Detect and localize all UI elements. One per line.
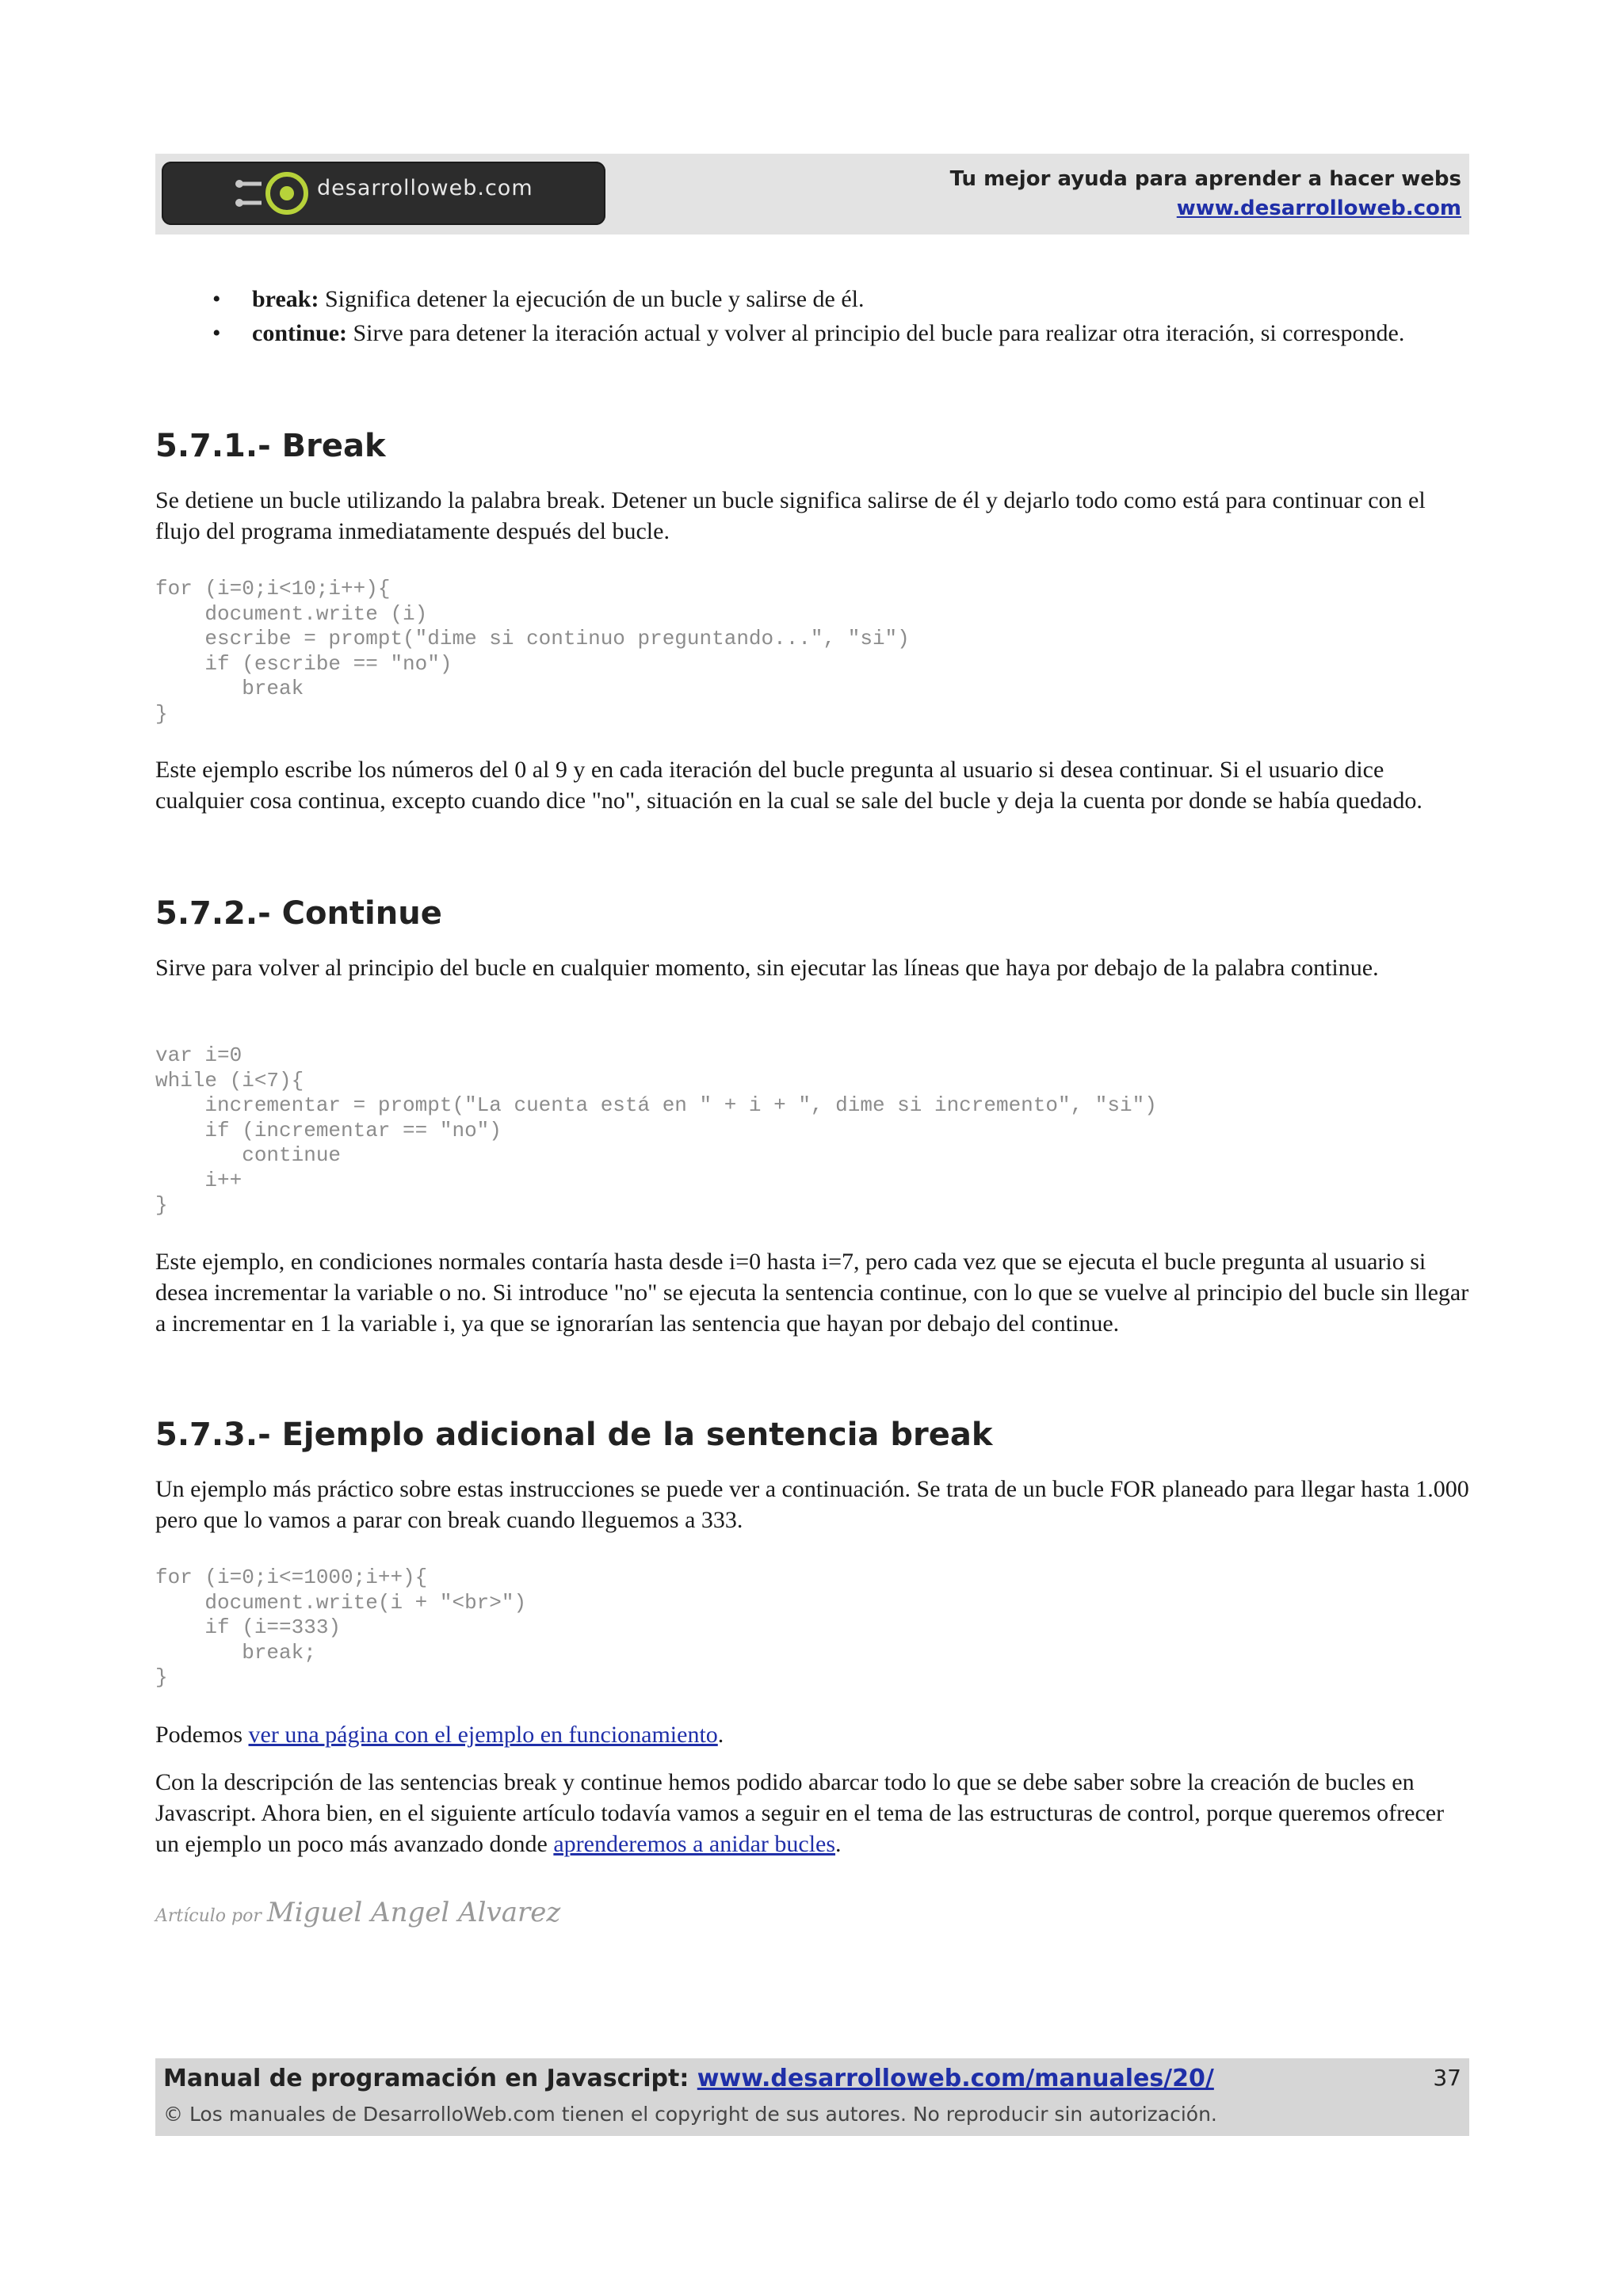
closing-suffix: . [835, 1831, 842, 1857]
demo-link[interactable]: ver una página con el ejemplo en funcionamiento [248, 1722, 718, 1748]
logo-mark-icon [235, 171, 314, 215]
footer-label: Manual de programación en Javascript: [163, 2065, 697, 2092]
author-credit [155, 1897, 560, 1928]
author-name: Miguel Angel Alvarez [266, 1897, 561, 1928]
closing-paragraph [155, 1767, 1471, 1859]
logo-text: desarrolloweb.com [317, 176, 533, 200]
definition-break: Significa detener la ejecución de un bucle y salirse de él. [319, 286, 865, 312]
section-continue-intro: Sirve para volver al principio del bucle en cualquier momento, sin ejecutar las líneas que haya por debajo de la palabra continue. [155, 955, 1379, 981]
page-header [155, 154, 1469, 235]
header-site-link[interactable]: www.desarrolloweb.com [1176, 196, 1461, 220]
footer-manual-link[interactable]: www.desarrolloweb.com/manuales/20/ [697, 2065, 1214, 2092]
footer-title [163, 2065, 1214, 2092]
header-tagline: Tu mejor ayuda para aprender a hacer webs [949, 167, 1461, 191]
definition-continue: Sirve para detener la iteración actual y volver al principio del bucle para realizar otra iteración, si corresponde. [347, 320, 1405, 346]
section-extra-intro: Un ejemplo más práctico sobre estas instrucciones se puede ver a continuación. Se trata de un bucle FOR planeado para llegar hasta 1.000 pero que lo vamos a parar con break cuando lleguemos a 333. [155, 1476, 1469, 1533]
nested-loops-link[interactable]: aprenderemos a anidar bucles [553, 1831, 836, 1857]
code-block-extra: for (i=0;i<=1000;i++){ document.write(i + "<br>") if (i==333) break; } [155, 1566, 527, 1689]
term-continue: continue: [252, 320, 347, 346]
section-heading-break: 5.7.1.- Break [155, 428, 386, 464]
author-prefix: Artículo por [155, 1906, 267, 1926]
term-break: break: [252, 286, 319, 312]
closing-text: Con la descripción de las sentencias break y continue hemos podido abarcar todo lo que se debe saber sobre la creación de bucles en Javascript. Ahora bien, en el siguiente artículo todavía vamos a seguir en el tema de las estructuras de control, porque queremos ofrecer un ejemplo un poco más avanzado donde [155, 1769, 1445, 1857]
bullet-icon: • [212, 320, 221, 346]
section-break-intro: Se detiene un bucle utilizando la palabra break. Detener un bucle significa salirse de él y dejarlo todo como está para continuar con el flujo del programa inmediatamente después del bucle. [155, 487, 1426, 544]
list-item [212, 318, 1425, 349]
definition-list [212, 284, 1425, 352]
section-continue-explanation: Este ejemplo, en condiciones normales contaría hasta desde i=0 hasta i=7, pero cada vez que se ejecuta el bucle pregunta al usuario si desea incrementar la variable o no. Si introduce "no" se ejecuta la sentencia continue, con lo que se vuelve al principio del bucle sin llegar a incrementar en 1 la variable i, ya que se ignorarían las sentencia que hayan por debajo del continue. [155, 1249, 1469, 1337]
code-block-continue: var i=0 while (i<7){ incrementar = prompt("La cuenta está en " + i + ", dime si incremento", "si") if (incrementar == "no") continue i++ } [155, 1043, 1157, 1217]
page-number: 37 [1433, 2065, 1461, 2091]
demo-suffix: . [717, 1722, 724, 1748]
section-heading-continue: 5.7.2.- Continue [155, 895, 442, 932]
section-break-explanation: Este ejemplo escribe los números del 0 al 9 y en cada iteración del bucle pregunta al usuario si desea continuar. Si el usuario dice cualquier cosa continua, excepto cuando dice "no", situación en la cual se sale del bucle y deja la cuenta por donde se había quedado. [155, 757, 1423, 814]
bullet-icon: • [212, 286, 221, 312]
header-tagline-block [950, 165, 1461, 223]
demo-prefix: Podemos [155, 1722, 249, 1748]
list-item [212, 284, 1425, 315]
section-heading-extra-example: 5.7.3.- Ejemplo adicional de la sentencia break [155, 1417, 993, 1453]
page-footer [155, 2058, 1469, 2136]
site-logo[interactable] [162, 162, 605, 225]
code-block-break: for (i=0;i<10;i++){ document.write (i) escribe = prompt("dime si continuo preguntando...", "si") if (escribe == "no") break } [155, 577, 910, 726]
footer-copyright: © Los manuales de DesarrolloWeb.com tienen el copyright de sus autores. No reproducir sin autorización. [163, 2103, 1217, 2126]
demo-paragraph [155, 1719, 1471, 1750]
